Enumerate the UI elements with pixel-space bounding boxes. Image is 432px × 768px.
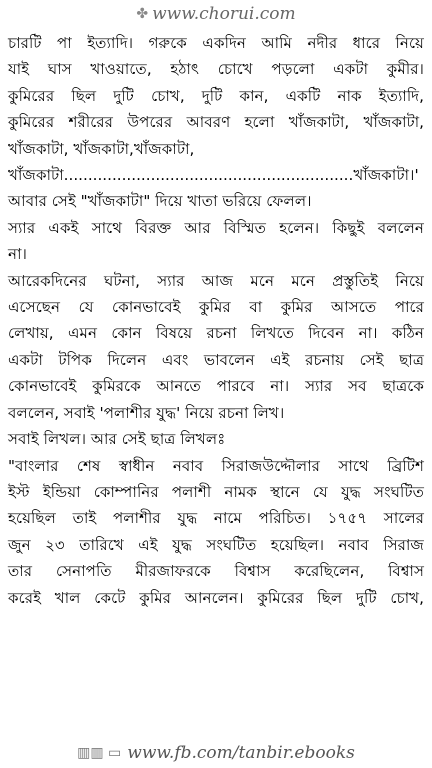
text-line: কুমিরের শরীরের উপরের আবরণ হলো খাঁজকাটা, খাঁজকাটা, xyxy=(8,113,424,132)
books-icon: ▥▥ ▭ xyxy=(77,745,122,761)
text-line: খাঁজকাটা............................................................খাঁজকাটা।' xyxy=(8,166,419,185)
page-text xyxy=(8,30,424,611)
footer-url[interactable]: www.fb.com/tanbir.ebooks xyxy=(127,743,355,763)
site-url[interactable]: www.chorui.com xyxy=(152,4,296,24)
text-line: বললেন, সবাই 'পলাশীর যুদ্ধ' নিয়ে রচনা লিখ। xyxy=(8,403,285,422)
text-line: কুমিরের ছিল দুটি চোখ, দুটি কান, একটি নাক ইত্যাদি, xyxy=(8,86,424,105)
text-line: চারটি পা ইত্যাদি। গরুকে একদিন আমি নদীর ধারে নিয়ে xyxy=(8,34,424,52)
text-line: না। xyxy=(8,245,27,264)
text-line: আবার সেই "খাঁজকাটা" দিয়ে খাতা ভরিয়ে ফেলল। xyxy=(8,192,312,211)
text-line: কোনভাবেই কুমিরকে আনতে পারবে না। স্যার সব ছাত্রকে xyxy=(8,377,424,396)
text-line: যাই ঘাস খাওয়াতে, হঠাৎ চোখে পড়লো একটা কুমীর। xyxy=(8,60,424,79)
text-line: সবাই লিখল। আর সেই ছাত্র লিখলঃ xyxy=(8,430,226,449)
text-line: হয়েছিল তাই পলাশীর যুদ্ধ নামে পরিচিত। ১৭৫৭ সালের xyxy=(8,509,424,528)
flower-icon: ✤ xyxy=(136,6,149,22)
site-header xyxy=(0,2,432,26)
text-line: খাঁজকাটা, খাঁজকাটা,খাঁজকাটা, xyxy=(8,139,195,158)
text-line: "বাংলার শেষ স্বাধীন নবাব সিরাজউদ্দৌলার সাথে ব্রিটিশ xyxy=(8,456,424,475)
text-line: তার সেনাপতি মীরজাফরকে বিশ্বাস করেছিলেন, বিশ্বাস xyxy=(8,562,424,581)
text-line: একটা টপিক দিলেন এবং ভাবলেন এই রচনায় সেই ছাত্র xyxy=(8,350,424,369)
text-line: জুন ২৩ তারিখে এই যুদ্ধ সংঘটিত হয়েছিল। নবাব সিরাজ xyxy=(8,535,424,554)
text-line: আরেকদিনের ঘটনা, স্যার আজ মনে মনে প্রস্তুতিই নিয়ে xyxy=(8,271,424,290)
text-line: করেই খাল কেটে কুমির আনলেন। কুমিরের ছিল দুটি চোখ, xyxy=(8,588,424,607)
text-line: লেখায়, এমন কোন বিষয়ে রচনা লিখতে দিবেন না। কঠিন xyxy=(8,324,424,343)
site-footer xyxy=(0,740,432,766)
text-line: এসেছেন যে কোনভাবেই কুমির বা কুমির আসতে পারে xyxy=(8,298,424,317)
text-line: ইস্ট ইন্ডিয়া কোম্পানির পলাশী নামক স্থানে যে যুদ্ধ সংঘটিত xyxy=(8,482,424,501)
text-line: স্যার একই সাথে বিরক্ত আর বিস্মিত হলেন। কিছুই বললেন xyxy=(8,218,424,237)
